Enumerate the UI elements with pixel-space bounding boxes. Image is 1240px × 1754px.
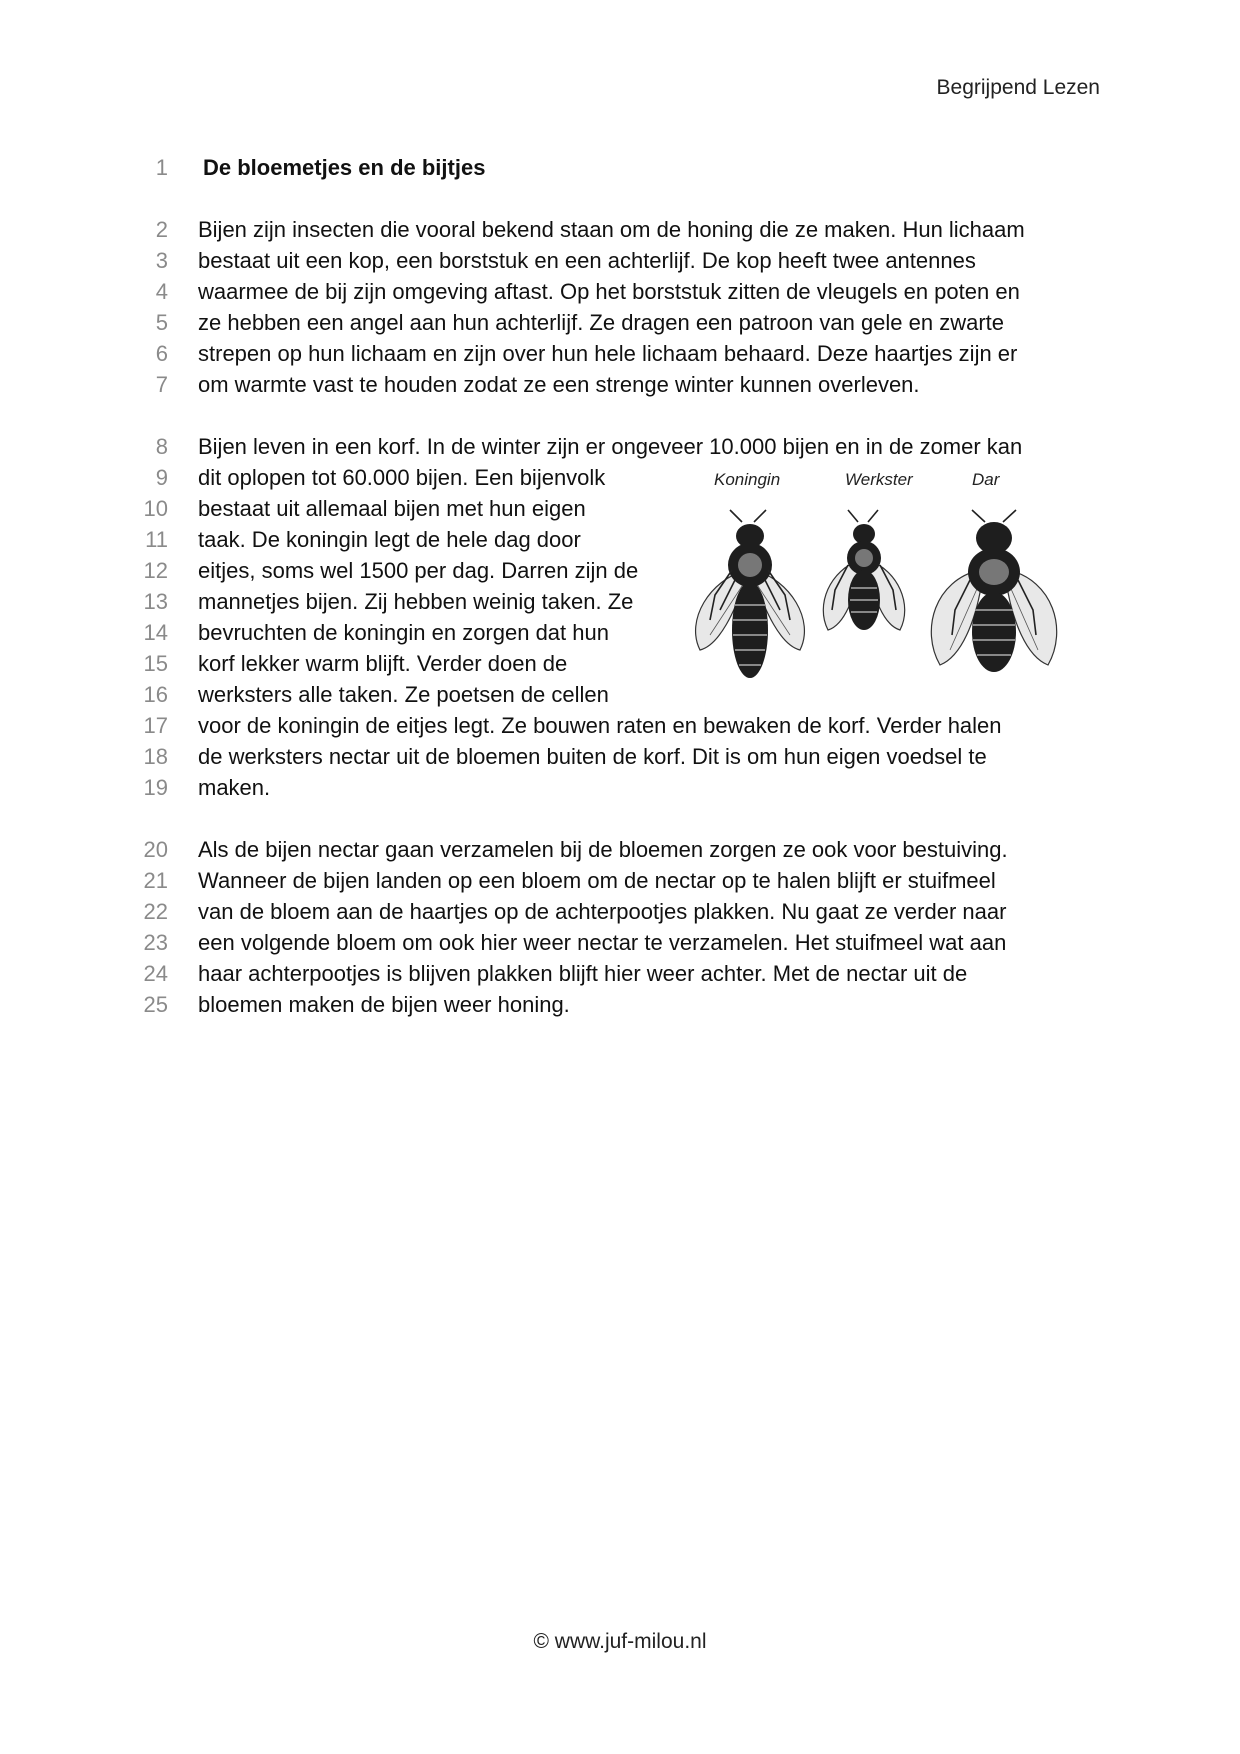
line-number: 11 (145, 527, 168, 552)
text-line (140, 307, 1100, 338)
queen-bee-drawing (696, 510, 805, 678)
line-number: 13 (143, 589, 168, 614)
line-text: om warmte vast te houden zodat ze een strenge winter kunnen overleven. (198, 372, 920, 397)
line-number: 9 (155, 465, 168, 490)
line-text: eitjes, soms wel 1500 per dag. Darren zijn de (198, 558, 639, 583)
title-line (140, 152, 1100, 183)
line-number: 6 (155, 341, 168, 366)
line-number: 21 (143, 868, 168, 893)
figure-label-werkster: Werkster (845, 470, 913, 489)
line-number: 10 (143, 496, 168, 521)
line-text: bevruchten de koningin en zorgen dat hun (198, 620, 609, 645)
line-text: voor de koningin de eitjes legt. Ze bouwen raten en bewaken de korf. Verder halen (198, 713, 1002, 738)
text-line (140, 338, 1100, 369)
line-number: 24 (143, 961, 168, 986)
line-text: bloemen maken de bijen weer honing. (198, 992, 570, 1017)
line-text: Wanneer de bijen landen op een bloem om de nectar op te halen blijft er stuifmeel (198, 868, 996, 893)
text-line (140, 927, 1100, 958)
line-text: dit oplopen tot 60.000 bijen. Een bijenvolk (198, 465, 606, 490)
line-text: haar achterpootjes is blijven plakken blijft hier weer achter. Met de nectar uit de (198, 961, 968, 986)
figure-label-dar: Dar (972, 470, 1000, 489)
line-text: de werksters nectar uit de bloemen buiten de korf. Dit is om hun eigen voedsel te (198, 744, 987, 769)
line-text: taak. De koningin legt de hele dag door (198, 527, 581, 552)
line-number: 20 (143, 837, 168, 862)
line-text: werksters alle taken. Ze poetsen de cellen (198, 682, 609, 707)
worker-bee-drawing (823, 510, 904, 630)
line-number: 16 (143, 682, 168, 707)
line-number: 5 (155, 310, 168, 335)
line-number: 25 (143, 992, 168, 1017)
text-line (140, 834, 1100, 865)
text-line (140, 710, 1100, 741)
line-text: maken. (198, 775, 271, 800)
line-text: waarmee de bij zijn omgeving aftast. Op het borststuk zitten de vleugels en poten en (198, 279, 1020, 304)
line-number: 7 (155, 372, 168, 397)
text-line (140, 896, 1100, 927)
line-number: 17 (143, 713, 168, 738)
footer-copyright: © www.juf-milou.nl (533, 1630, 707, 1653)
drone-bee-drawing (931, 510, 1056, 672)
line-number: 12 (143, 558, 168, 583)
document-title: De bloemetjes en de bijtjes (203, 155, 486, 180)
text-line (140, 772, 1100, 803)
line-text: bestaat uit allemaal bijen met hun eigen (198, 496, 586, 521)
line-text: Bijen leven in een korf. In de winter zijn er ongeveer 10.000 bijen en in de zomer kan (198, 434, 1023, 459)
line-number: 14 (143, 620, 168, 645)
bee-illustration (680, 470, 1070, 705)
line-number: 15 (143, 651, 168, 676)
line-text: mannetjes bijen. Zij hebben weinig taken. Ze (198, 589, 634, 614)
line-text: een volgende bloem om ook hier weer nectar te verzamelen. Het stuifmeel wat aan (198, 930, 1007, 955)
page-header-label: Begrijpend Lezen (936, 76, 1100, 99)
line-number: 18 (143, 744, 168, 769)
line-number: 23 (143, 930, 168, 955)
line-text: Bijen zijn insecten die vooral bekend staan om de honing die ze maken. Hun lichaam (198, 217, 1025, 242)
line-text: korf lekker warm blijft. Verder doen de (198, 651, 568, 676)
line-number: 3 (155, 248, 168, 273)
figure-label-koningin: Koningin (714, 470, 781, 489)
text-line (140, 865, 1100, 896)
line-text: van de bloem aan de haartjes op de achterpootjes plakken. Nu gaat ze verder naar (198, 899, 1007, 924)
text-line (140, 741, 1100, 772)
line-number: 2 (155, 217, 168, 242)
text-line (140, 276, 1100, 307)
line-text: bestaat uit een kop, een borststuk en een achterlijf. De kop heeft twee antennes (198, 248, 976, 273)
line-text: strepen op hun lichaam en zijn over hun hele lichaam behaard. Deze haartjes zijn er (198, 341, 1018, 366)
text-line (140, 245, 1100, 276)
text-line (140, 431, 1100, 462)
line-number: 8 (155, 434, 168, 459)
line-number: 1 (155, 155, 168, 180)
text-line (140, 989, 1100, 1020)
line-number: 22 (143, 899, 168, 924)
text-line (140, 369, 1100, 400)
line-text: Als de bijen nectar gaan verzamelen bij de bloemen zorgen ze ook voor bestuiving. (198, 837, 1008, 862)
text-line (140, 958, 1100, 989)
line-text: ze hebben een angel aan hun achterlijf. Ze dragen een patroon van gele en zwarte (198, 310, 1005, 335)
line-number: 19 (143, 775, 168, 800)
line-number: 4 (155, 279, 168, 304)
text-line (140, 214, 1100, 245)
